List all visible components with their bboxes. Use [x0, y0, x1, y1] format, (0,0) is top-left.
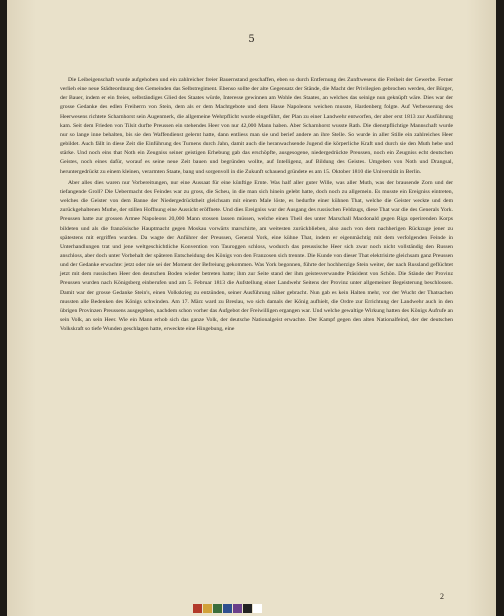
- color-swatch: [193, 604, 202, 613]
- signature-mark: 2: [440, 592, 444, 601]
- color-swatch: [253, 604, 262, 613]
- paragraph-1: Die Leibeigenschaft wurde aufgehoben und ein zahlreicher freier Bauernstand geschaffen, eben so durch Entfernung des Zunftwesens die Freiheit der Gewerbe. Ferner verlieh eine neue Städteordnung den Gemeinden das Selbstregiment. Ebenso sollte der alte Gegensatz der Stände, die Macht der Privilegien gebrochen werden, der Bürger, der Bauer, indem er ein freies, selbständiges Glied des Staates würde, Interesse gewinnen am Wohle des Staates, an welches das seinige nun geknüpft wäre. Dies war der grosse Gedanke des edlen Freiherrn von Stein, dem als er dem Machtgebote und dem Hasse Napoleons weichen musste, Hardenberg folgte. Auf Verbesserung des Heerwesens richtete Scharnhorst sein Augenmerk, die allgemeine Wehrpflicht wurde eingeführt, der Plan zu einer Landwehr entworfen, der aber erst 1813 zur Ausführung kam. Seit dem Frieden von Tilsit durfte Preussen ein stehendes Heer von nur 42,000 Mann haben. Aber Scharnhorst wusste Rath. Die dienstpflichtige Mannschaft wurde nur so lange inne behalten, bis sie den Waffendienst gelernt hatte, dann entliess man sie und berief andere an ihre Stelle. So wurde in aller Stille ein zahlreiches Heer gebildet. Auch fällt in diese Zeit die Einführung des Turnens durch Jahn, damit auch die heranwachsende Jugend die körperliche Kraft und durch sie den Muth hebe und stärke. Und noch eins that Noth ein Zeugniss seiner geistigen Erhebung gab das erschöpfte, ausgesogene, niedergedrückte Preussen, noch ein Zeugniss echt deutschen Geistes, noch eines dafür, worauf es seine neue Zeit bauen und begründen wollte, auf Intelligenz, auf Bildung des Geistes. Umgeben von Noth und Drangsal, heruntergedrückt zu einem kleinen, verarmten Staate, bang und sorgenvoll in die Zukunft schauend gründete es am 15. Oktober 1810 die Universität in Berlin.: [60, 77, 453, 175]
- paragraph-2: Aber alles dies waren nur Vorbereitungen, nur eine Aussaat für eine künftige Ernte. Was half aller guter Wille, was aller Muth, was der brausende Zorn und der tiefangende Groll? Die Uebermacht des Feindes war zu gross, die Scheu, in die man sich hinein gelebt hatte, doch noch zu allgemein. Es musste ein Ereigniss eintreten, welches die Geister von dem Banne der Niedergedrücktheit gleichsam mit einem Male löste, es bedurfte einer kühnen That, welche die Geister weckte und dem zurückgehaltenen Muthe, der stillen Hoffnung eine Aussicht eröffnete. Und dies Ereigniss war der Ausgang des russischen Feldzugs, diese That war die des Generals York. Preussen hatte zur grossen Armee Napoleons 20,000 Mann stossen lassen müssen, welche einen Theil des unter Marschall Macdonald gegen Riga operirenden Korps bildeten und als die französische Hauptmacht gegen Moskau vorwärts marschirte, am weitesten zurückblieben, also auch von dem nachherigen Rückzuge jener zu spätestens mit ergriffen wurden. Da wagte der Anführer der Preussen, General York, eine kühne That, indem er eigenmächtig mit dem verfolgenden Feinde in Unterhandlungen trat und jene weltgeschichtliche Konvention von Tauroggen schloss, wodurch das preussische Heer sich zwar noch nicht vollständig den Russen anschloss, aber doch unter Vorbehalt der späteren Entscheidung des Königs von den Franzosen sich trennte. Die Kunde von dieser That elektrisirte gleichsam ganz Preussen und der Gedanke erwachte: jetzt oder nie sei der Moment der Befreiung gekommen. Was York begonnen, führte der hochherzige Stein weiter, der nach Russland geflüchtet jetzt mit dem russischen Heer den deutschen Boden wieder betreten hatte; ihm zur Seite stand der ihm geistesverwandte Präsident von Schön. Die Stände der Provinz Preussen wurden nach Königsberg einberufen und am 5. Februar 1813 die Aufstellung einer Landwehr Seitens der Provinz unter allgemeiner Begeisterung beschlossen. Damit war der grosse Gedanke Stein's, einen Volkskrieg zu entzünden, seiner Ausführung näher gebracht. Nun gab es kein Halten mehr, vor der Wucht der Thatsachen mussten alle Bedenken des Königs schwinden. Am 17. März ward zu Breslau, wo sich damals der König aufhielt, die Ordre zur Errichtung der Landwehr auch in den übrigen Provinzen Preussens ausgegeben, nachdem schon vorher das Aufgebot der Freiwilligen ergangen war. Und welche gewaltige Wirkung hatten des Königs Aufrufe an sein Volk, an sein Heer. Wie ein Mann erhob sich das ganze Volk, der deutsche Nationalgeist erwachte. Der Kampf gegen den alten Nationalfeind, der der deutschen Volkskraft so tiefe Wunden geschlagen hatte, erweckte eine Hingebung, eine: [60, 179, 453, 333]
- color-swatch: [243, 604, 252, 613]
- document-page: [7, 0, 496, 616]
- page-number: 5: [248, 34, 255, 45]
- body-text: [60, 76, 453, 334]
- color-swatch: [203, 604, 212, 613]
- color-swatch: [233, 604, 242, 613]
- color-swatch: [223, 604, 232, 613]
- color-swatch: [213, 604, 222, 613]
